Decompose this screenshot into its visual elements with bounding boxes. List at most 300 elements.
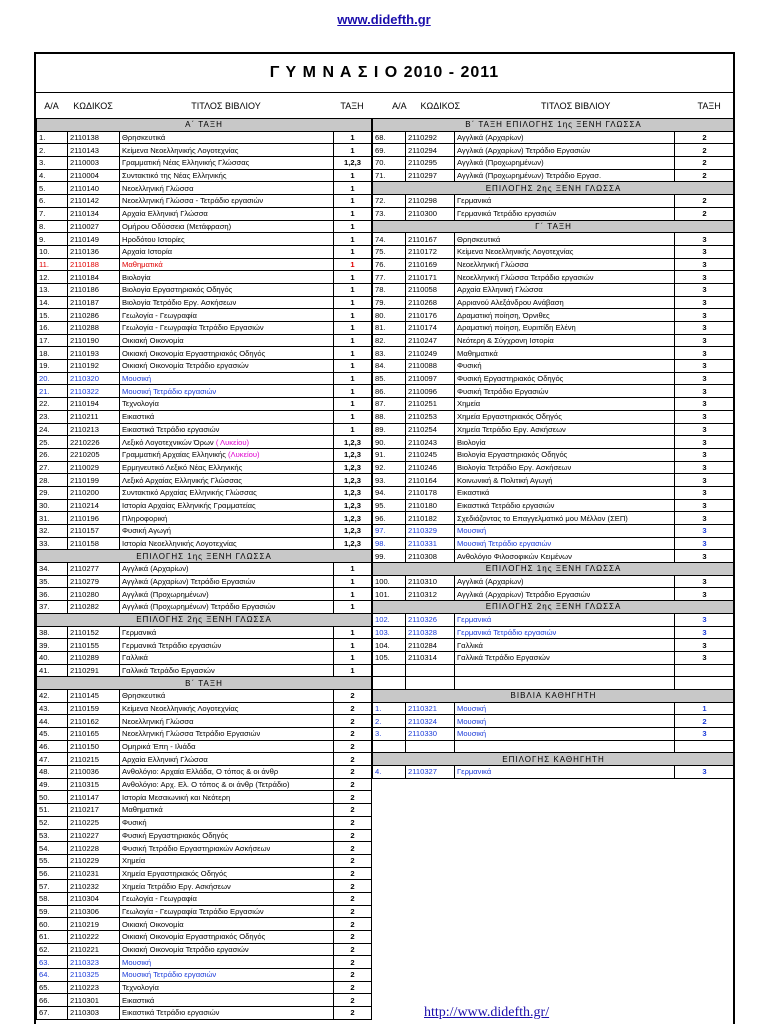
row-number: 102. xyxy=(373,613,406,626)
book-code: 2110190 xyxy=(68,334,120,347)
header-aa: Α/Α xyxy=(392,101,407,111)
book-title-text: Κείμενα Νεοελληνικής Λογοτεχνίας xyxy=(122,145,239,155)
row-number: 3. xyxy=(37,157,68,170)
book-code: 2110142 xyxy=(68,195,120,208)
book-title xyxy=(455,245,675,258)
book-code: 2110322 xyxy=(68,385,120,398)
book-title-text: Τεχνολογία xyxy=(122,983,159,993)
row-number: 18. xyxy=(37,347,68,360)
book-title-text: Βιολογία Τετράδιο Εργ. Ασκήσεων xyxy=(122,297,237,307)
row-number: 24. xyxy=(37,423,68,436)
table-row xyxy=(373,766,735,779)
table-row xyxy=(373,639,735,652)
book-code: 2110331 xyxy=(406,537,455,550)
class-level: 1,2,3 xyxy=(334,474,372,487)
book-title xyxy=(120,537,334,550)
row-number: 65. xyxy=(37,981,68,994)
class-level: 1 xyxy=(334,258,372,271)
table-row xyxy=(373,372,735,385)
book-code: 2110314 xyxy=(406,651,455,664)
class-level: 1 xyxy=(334,588,372,601)
class-level: 1 xyxy=(334,233,372,246)
table-row xyxy=(373,728,735,741)
row-number: 45. xyxy=(37,728,68,741)
class-level: 3 xyxy=(675,651,735,664)
book-code: 2210226 xyxy=(68,436,120,449)
row-number: 81. xyxy=(373,322,406,335)
book-title xyxy=(120,702,334,715)
row-number: 98. xyxy=(373,537,406,550)
row-number: 3. xyxy=(373,728,406,741)
row-number: 53. xyxy=(37,829,68,842)
book-code: 2110330 xyxy=(406,728,455,741)
row-number: 101. xyxy=(373,588,406,601)
book-title-text: Φυσική Αγωγή xyxy=(122,526,171,536)
table-row xyxy=(37,816,372,829)
book-title xyxy=(120,601,334,614)
book-code: 2110219 xyxy=(68,918,120,931)
book-title-text: Θρησκευτικά xyxy=(457,234,501,244)
book-code: 2110159 xyxy=(68,702,120,715)
table-row xyxy=(373,512,735,525)
table-row xyxy=(373,525,735,538)
book-title-text: Ανθολόγιο: Αρχαία Ελλάδα, Ο τόπος & οι άνθρ xyxy=(122,767,279,777)
book-code: 2110029 xyxy=(68,461,120,474)
table-row xyxy=(37,322,372,335)
class-level: 1,2,3 xyxy=(334,537,372,550)
site-link-bottom[interactable]: http://www.didefth.gr/ xyxy=(424,1005,550,1020)
row-number: 100. xyxy=(373,575,406,588)
row-number: 77. xyxy=(373,271,406,284)
table-row xyxy=(37,651,372,664)
book-title xyxy=(120,220,334,233)
book-title xyxy=(120,816,334,829)
class-level: 1 xyxy=(334,144,372,157)
book-title xyxy=(455,423,675,436)
book-code: 2110251 xyxy=(406,398,455,411)
row-number: 61. xyxy=(37,931,68,944)
empty-cell xyxy=(675,664,735,677)
book-code: 2110249 xyxy=(406,347,455,360)
book-title-text: Γραμματική Αρχαίας Ελληνικής xyxy=(122,450,226,460)
row-number: 49. xyxy=(37,778,68,791)
table-row xyxy=(37,296,372,309)
book-title xyxy=(455,207,675,220)
class-level: 3 xyxy=(675,474,735,487)
empty-cell xyxy=(455,740,675,753)
section-header xyxy=(373,119,735,132)
book-title xyxy=(120,448,334,461)
class-level: 2 xyxy=(334,842,372,855)
book-title xyxy=(455,436,675,449)
book-title xyxy=(120,461,334,474)
book-title-text: Αγγλικά (Προχωρημένων) xyxy=(122,589,209,599)
table-row xyxy=(37,309,372,322)
table-row xyxy=(37,499,372,512)
book-code: 2110301 xyxy=(68,994,120,1007)
lyceum-note: (Λυκείου) xyxy=(228,450,260,460)
book-title-text: Νεότερη & Σύγχρονη Ιστορία xyxy=(457,336,554,346)
class-level: 3 xyxy=(675,360,735,373)
table-row xyxy=(37,854,372,867)
book-title xyxy=(455,575,675,588)
row-number: 35. xyxy=(37,575,68,588)
book-code: 2110162 xyxy=(68,715,120,728)
table-row xyxy=(373,144,735,157)
row-number: 29. xyxy=(37,486,68,499)
book-title-text: Γαλλικά xyxy=(457,640,483,650)
table-row xyxy=(37,131,372,144)
class-level: 1,2,3 xyxy=(334,525,372,538)
table-row xyxy=(37,537,372,550)
book-title xyxy=(120,474,334,487)
class-level: 2 xyxy=(334,689,372,702)
book-title xyxy=(120,639,334,652)
book-code: 2110282 xyxy=(68,601,120,614)
book-title xyxy=(120,766,334,779)
book-code: 2110145 xyxy=(68,689,120,702)
book-code: 2110277 xyxy=(68,563,120,576)
book-code: 2110172 xyxy=(406,245,455,258)
row-number: 105. xyxy=(373,651,406,664)
table-row xyxy=(373,233,735,246)
class-level: 2 xyxy=(334,994,372,1007)
book-code: 2110184 xyxy=(68,271,120,284)
left-book-table xyxy=(36,118,372,1020)
class-level: 1 xyxy=(334,296,372,309)
class-level: 2 xyxy=(334,892,372,905)
class-level: 1,2,3 xyxy=(334,157,372,170)
book-code: 2110027 xyxy=(68,220,120,233)
row-number: 44. xyxy=(37,715,68,728)
row-number: 72. xyxy=(373,195,406,208)
column-header-row xyxy=(36,92,733,120)
book-title xyxy=(120,740,334,753)
book-title xyxy=(455,702,675,715)
table-row xyxy=(37,258,372,271)
class-level: 3 xyxy=(675,613,735,626)
table-row xyxy=(37,740,372,753)
book-code: 2110058 xyxy=(406,283,455,296)
table-row xyxy=(373,271,735,284)
row-number: 2. xyxy=(37,144,68,157)
book-title xyxy=(455,233,675,246)
class-level: 1 xyxy=(334,182,372,195)
book-title-text: Γεωλογία - Γεωγραφία Τετράδιο Εργασιών xyxy=(122,323,264,333)
book-title-text: Βιολογία Εργαστηριακός Οδηγός xyxy=(457,450,568,460)
row-number: 8. xyxy=(37,220,68,233)
class-level: 3 xyxy=(675,322,735,335)
class-level: 2 xyxy=(334,943,372,956)
table-row xyxy=(37,474,372,487)
book-title-text: Αγγλικά (Αρχαρίων) Τετράδιο Εργασιών xyxy=(122,577,256,587)
book-title xyxy=(120,309,334,322)
book-title xyxy=(455,372,675,385)
table-row xyxy=(37,461,372,474)
book-title xyxy=(120,410,334,423)
class-level: 2 xyxy=(334,854,372,867)
book-title xyxy=(120,842,334,855)
section-label: ΕΠΙΛΟΓΗΣ 1ης ΞΕΝΗ ΓΛΩΣΣΑ xyxy=(37,550,372,563)
row-number: 60. xyxy=(37,918,68,931)
table-row xyxy=(37,626,372,639)
header-title: ΤΙΤΛΟΣ ΒΙΒΛΙΟΥ xyxy=(191,101,261,111)
row-number: 26. xyxy=(37,448,68,461)
book-title-text: Χημεία Τετράδιο Εργ. Ασκήσεων xyxy=(122,881,231,891)
book-title xyxy=(120,436,334,449)
book-code: 2110192 xyxy=(68,360,120,373)
row-number: 88. xyxy=(373,410,406,423)
class-level: 3 xyxy=(675,550,735,563)
class-level: 3 xyxy=(675,512,735,525)
class-level: 3 xyxy=(675,233,735,246)
lyceum-note: ( Λυκείου) xyxy=(215,437,250,447)
table-row xyxy=(37,880,372,893)
book-code: 2110289 xyxy=(68,651,120,664)
class-level: 3 xyxy=(675,639,735,652)
book-title-text: Οικιακή Οικονομία Εργαστηριακός Οδηγός xyxy=(122,932,266,942)
class-level: 2 xyxy=(334,791,372,804)
section-header xyxy=(37,550,372,563)
table-row xyxy=(37,892,372,905)
book-title-text: Γεωλογία - Γεωγραφία xyxy=(122,894,197,904)
book-code: 2110246 xyxy=(406,461,455,474)
book-title-text: Ομηρικά Έπη - Ιλιάδα xyxy=(122,742,196,752)
book-title xyxy=(120,499,334,512)
book-title-text: Φυσική xyxy=(122,818,147,828)
class-level: 1 xyxy=(334,207,372,220)
book-title xyxy=(120,195,334,208)
book-title xyxy=(455,309,675,322)
book-title xyxy=(120,728,334,741)
row-number: 104. xyxy=(373,639,406,652)
book-title xyxy=(120,664,334,677)
class-level: 1 xyxy=(334,271,372,284)
row-number: 6. xyxy=(37,195,68,208)
header-code: ΚΩΔΙΚΟΣ xyxy=(73,101,113,111)
book-title-text: Εικαστικά Τετράδιο εργασιών xyxy=(457,500,555,510)
book-code: 2110326 xyxy=(406,613,455,626)
book-title-text: Χημεία Εργαστηριακός Οδηγός xyxy=(457,412,562,422)
class-level: 3 xyxy=(675,448,735,461)
book-title-text: Ερμηνευτικό Λεξικό Νέας Ελληνικής xyxy=(122,462,243,472)
book-code: 2110157 xyxy=(68,525,120,538)
book-code: 2110165 xyxy=(68,728,120,741)
table-row xyxy=(373,474,735,487)
class-level: 1,2,3 xyxy=(334,436,372,449)
book-title xyxy=(455,157,675,170)
book-title-text: Πληροφορική xyxy=(122,513,168,523)
empty-cell xyxy=(373,664,406,677)
book-title-text: Αρριανού Αλεξάνδρου Ανάβαση xyxy=(457,297,564,307)
section-label: Α΄ ΤΑΞΗ xyxy=(37,119,372,132)
book-code: 2110321 xyxy=(406,702,455,715)
row-number: 4. xyxy=(373,766,406,779)
book-title-text: Αγγλικά (Προχωρημένων) xyxy=(457,158,544,168)
book-title-text: Μουσική xyxy=(122,374,152,384)
book-title-text: Αρχαία Ελληνική Γλώσσα xyxy=(122,754,208,764)
class-level: 3 xyxy=(675,245,735,258)
class-level: 2 xyxy=(334,880,372,893)
row-number: 30. xyxy=(37,499,68,512)
class-level: 1 xyxy=(334,283,372,296)
book-code: 2110150 xyxy=(68,740,120,753)
table-row xyxy=(37,639,372,652)
book-title-text: Χημεία Τετράδιο Εργ. Ασκήσεων xyxy=(457,424,566,434)
class-level: 3 xyxy=(675,766,735,779)
site-link-top[interactable]: www.didefth.gr xyxy=(337,12,431,27)
row-number: 59. xyxy=(37,905,68,918)
book-title xyxy=(120,689,334,702)
class-level: 3 xyxy=(675,398,735,411)
book-code: 2110134 xyxy=(68,207,120,220)
row-number: 41. xyxy=(37,664,68,677)
book-title-text: Βιολογία Εργαστηριακός Οδηγός xyxy=(122,285,233,295)
book-code: 2110169 xyxy=(406,258,455,271)
row-number: 74. xyxy=(373,233,406,246)
table-row xyxy=(373,461,735,474)
book-title xyxy=(455,144,675,157)
book-title xyxy=(120,144,334,157)
class-level: 3 xyxy=(675,575,735,588)
book-code: 2110268 xyxy=(406,296,455,309)
book-code: 2110328 xyxy=(406,626,455,639)
class-level: 1 xyxy=(334,575,372,588)
book-title xyxy=(455,461,675,474)
book-title xyxy=(120,258,334,271)
class-level: 3 xyxy=(675,296,735,309)
book-code: 2110303 xyxy=(68,1007,120,1020)
book-code: 2110300 xyxy=(406,207,455,220)
book-code: 2110221 xyxy=(68,943,120,956)
book-title-text: Οικιακή Οικονομία xyxy=(122,336,184,346)
table-row xyxy=(37,994,372,1007)
book-title-text: Οικιακή Οικονομία Τετράδιο εργασιών xyxy=(122,361,249,371)
row-number: 52. xyxy=(37,816,68,829)
book-code: 2110036 xyxy=(68,766,120,779)
book-title-text: Μουσική xyxy=(457,703,487,713)
book-code: 2110214 xyxy=(68,499,120,512)
book-code: 2110182 xyxy=(406,512,455,525)
row-number: 43. xyxy=(37,702,68,715)
book-code: 2110004 xyxy=(68,169,120,182)
class-level: 1 xyxy=(334,245,372,258)
section-header xyxy=(37,119,372,132)
empty-row xyxy=(373,740,735,753)
table-row xyxy=(373,296,735,309)
book-title-text: Λεξικό Αρχαίας Ελληνικής Γλώσσας xyxy=(122,475,242,485)
book-title-text: Νεοελληνική Γλώσσα xyxy=(457,259,529,269)
book-title xyxy=(455,169,675,182)
table-row xyxy=(373,423,735,436)
book-title-text: Γερμανικά Τετράδιο εργασιών xyxy=(457,209,557,219)
book-code: 2110158 xyxy=(68,537,120,550)
book-title xyxy=(120,880,334,893)
class-level: 2 xyxy=(334,816,372,829)
book-code: 2110295 xyxy=(406,157,455,170)
row-number: 92. xyxy=(373,461,406,474)
book-code: 2110213 xyxy=(68,423,120,436)
class-level: 1 xyxy=(334,195,372,208)
empty-cell xyxy=(373,677,406,690)
book-title-text: Αγγλικά (Αρχαρίων) Τετράδιο Εργασιών xyxy=(457,145,591,155)
class-level: 3 xyxy=(675,410,735,423)
book-title xyxy=(120,905,334,918)
class-level: 3 xyxy=(675,499,735,512)
book-title-text: Γερμανικά Τετράδιο εργασιών xyxy=(457,627,557,637)
table-row xyxy=(373,410,735,423)
empty-cell xyxy=(373,740,406,753)
book-title-text: Ηροδότου Ιστορίες xyxy=(122,234,185,244)
book-title-text: Μουσική xyxy=(457,729,487,739)
class-level: 2 xyxy=(675,207,735,220)
book-code: 2110254 xyxy=(406,423,455,436)
row-number: 36. xyxy=(37,588,68,601)
empty-cell xyxy=(455,677,675,690)
book-title-text: Συντακτικό της Νέας Ελληνικής xyxy=(122,171,227,181)
table-row xyxy=(37,766,372,779)
table-row xyxy=(373,436,735,449)
class-level: 1 xyxy=(334,385,372,398)
table-row xyxy=(37,372,372,385)
book-title xyxy=(120,956,334,969)
book-code: 2110280 xyxy=(68,588,120,601)
class-level: 3 xyxy=(675,334,735,347)
class-level: 1,2,3 xyxy=(334,448,372,461)
class-level: 2 xyxy=(334,766,372,779)
book-code: 2110291 xyxy=(68,664,120,677)
book-list-sheet xyxy=(34,52,735,1024)
book-code: 2110096 xyxy=(406,385,455,398)
section-header xyxy=(373,753,735,766)
class-level: 1 xyxy=(334,220,372,233)
book-code: 2110180 xyxy=(406,499,455,512)
book-code: 2110211 xyxy=(68,410,120,423)
book-title xyxy=(120,233,334,246)
book-title-text: Αγγλικά (Αρχαρίων) xyxy=(457,577,524,587)
class-level: 2 xyxy=(675,169,735,182)
row-number: 66. xyxy=(37,994,68,1007)
book-title xyxy=(455,448,675,461)
empty-cell xyxy=(406,664,455,677)
class-level: 1 xyxy=(334,639,372,652)
class-level: 2 xyxy=(334,728,372,741)
table-row xyxy=(37,563,372,576)
class-level: 3 xyxy=(675,537,735,550)
class-level: 3 xyxy=(675,423,735,436)
book-code: 2110193 xyxy=(68,347,120,360)
class-level: 1,2,3 xyxy=(334,499,372,512)
book-code: 2110188 xyxy=(68,258,120,271)
table-row xyxy=(37,956,372,969)
book-title xyxy=(455,271,675,284)
book-code: 2110176 xyxy=(406,309,455,322)
section-label: ΕΠΙΛΟΓΗΣ 1ης ΞΕΝΗ ΓΛΩΣΣΑ xyxy=(373,563,735,576)
book-title-text: Συντακτικό Αρχαίας Ελληνικής Γλώσσας xyxy=(122,488,257,498)
table-row xyxy=(373,702,735,715)
book-code: 2110097 xyxy=(406,372,455,385)
book-title xyxy=(455,550,675,563)
book-code: 2110304 xyxy=(68,892,120,905)
class-level: 3 xyxy=(675,347,735,360)
table-row xyxy=(373,448,735,461)
book-title xyxy=(120,486,334,499)
row-number: 86. xyxy=(373,385,406,398)
section-label: ΒΙΒΛΙΑ ΚΑΘΗΓΗΤΗ xyxy=(373,689,735,702)
book-title xyxy=(120,360,334,373)
section-label: ΕΠΙΛΟΓΗΣ 2ης ΞΕΝΗ ΓΛΩΣΣΑ xyxy=(373,182,735,195)
row-number: 58. xyxy=(37,892,68,905)
